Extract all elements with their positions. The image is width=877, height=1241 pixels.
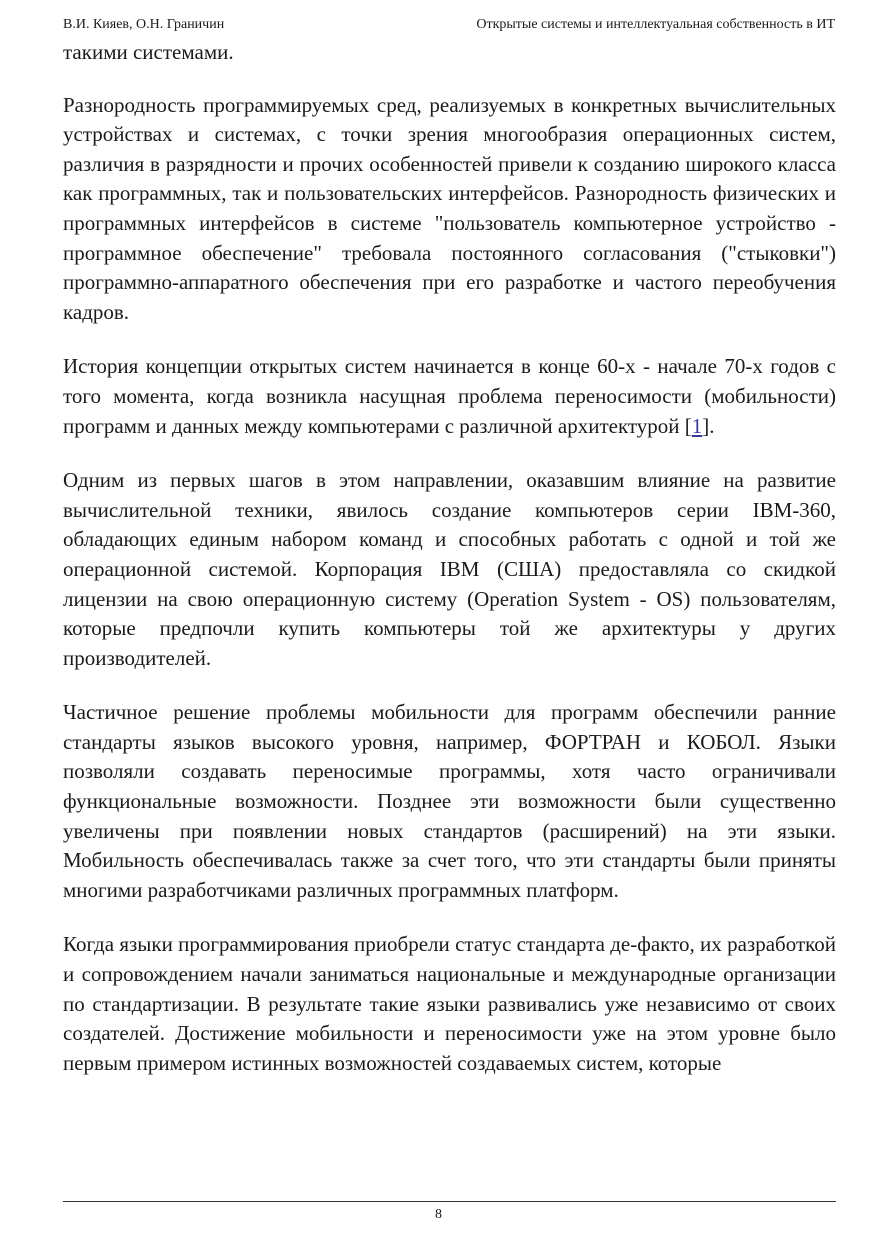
paragraph-heterogeneity: Разнородность программируемых сред, реализуемых в конкретных вычислительных устройствах и системах, с точки зрения многообразия операционных систем, различия в разрядности и прочих особенностей привели к созданию широкого класса как программных, так и пользовательских интерфейсов. Разнородность физических и программных интерфейсов в системе "пользователь компьютерное устройство - программное обеспечение" требовала постоянного согласования ("стыковки") программно-аппаратного обеспечения при его разработке и частого переобучения кадров.	[63, 92, 836, 324]
footer-divider	[63, 1201, 836, 1202]
history-text: История концепции открытых систем начинается в конце 60-х - начале 70-х годов с того момента, когда возникла насущная проблема переносимости (мобильности) программ и данных между компьютерами с различной архитектурой [	[63, 354, 836, 438]
paragraph-ibm360: Одним из первых шагов в этом направлении, оказавшим влияние на развитие вычислительной техники, явилось создание компьютеров серии IBM-360, обладающих единым набором команд и способных работать с одной и той же операционной системой. Корпорация IBM (США) предоставляла со скидкой лицензии на свою операционную систему (Operation System - OS) пользователям, которые предпочли купить компьютеры той же архитектуры у других производителей.	[63, 468, 836, 670]
paragraph-de-facto: Когда языки программирования приобрели статус стандарта де-факто, их разработкой и сопровождением начали заниматься национальные и международные организации по стандартизации. В результате такие языки развивались уже независимо от своих создателей. Достижение мобильности и переносимости уже на этом уровне было первым примером истинных возможностей создаваемых систем, которые	[63, 932, 836, 1075]
paragraph-history	[63, 352, 836, 441]
running-header	[63, 14, 835, 36]
page-body	[63, 38, 836, 1078]
reference-link[interactable]: 1	[691, 413, 703, 438]
header-authors: В.И. Кияев, О.Н. Граничин	[63, 17, 225, 32]
paragraph-continuation: такими системами.	[63, 40, 234, 64]
history-text-end: ].	[702, 413, 715, 438]
page-number: 8	[435, 1207, 442, 1222]
header-title: Открытые системы и интеллектуальная собственность в ИТ	[476, 17, 835, 32]
paragraph-language-standards: Частичное решение проблемы мобильности для программ обеспечили ранние стандарты языков высокого уровня, например, ФОРТРАН и КОБОЛ. Языки позволяли создавать переносимые программы, хотя часто ограничивали функциональные возможности. Позднее эти возможности были существенно увеличены при появлении новых стандартов (расширений) на эти языки. Мобильность обеспечивалась также за счет того, что эти стандарты были приняты многими разработчиками различных программных платформ.	[63, 700, 836, 902]
